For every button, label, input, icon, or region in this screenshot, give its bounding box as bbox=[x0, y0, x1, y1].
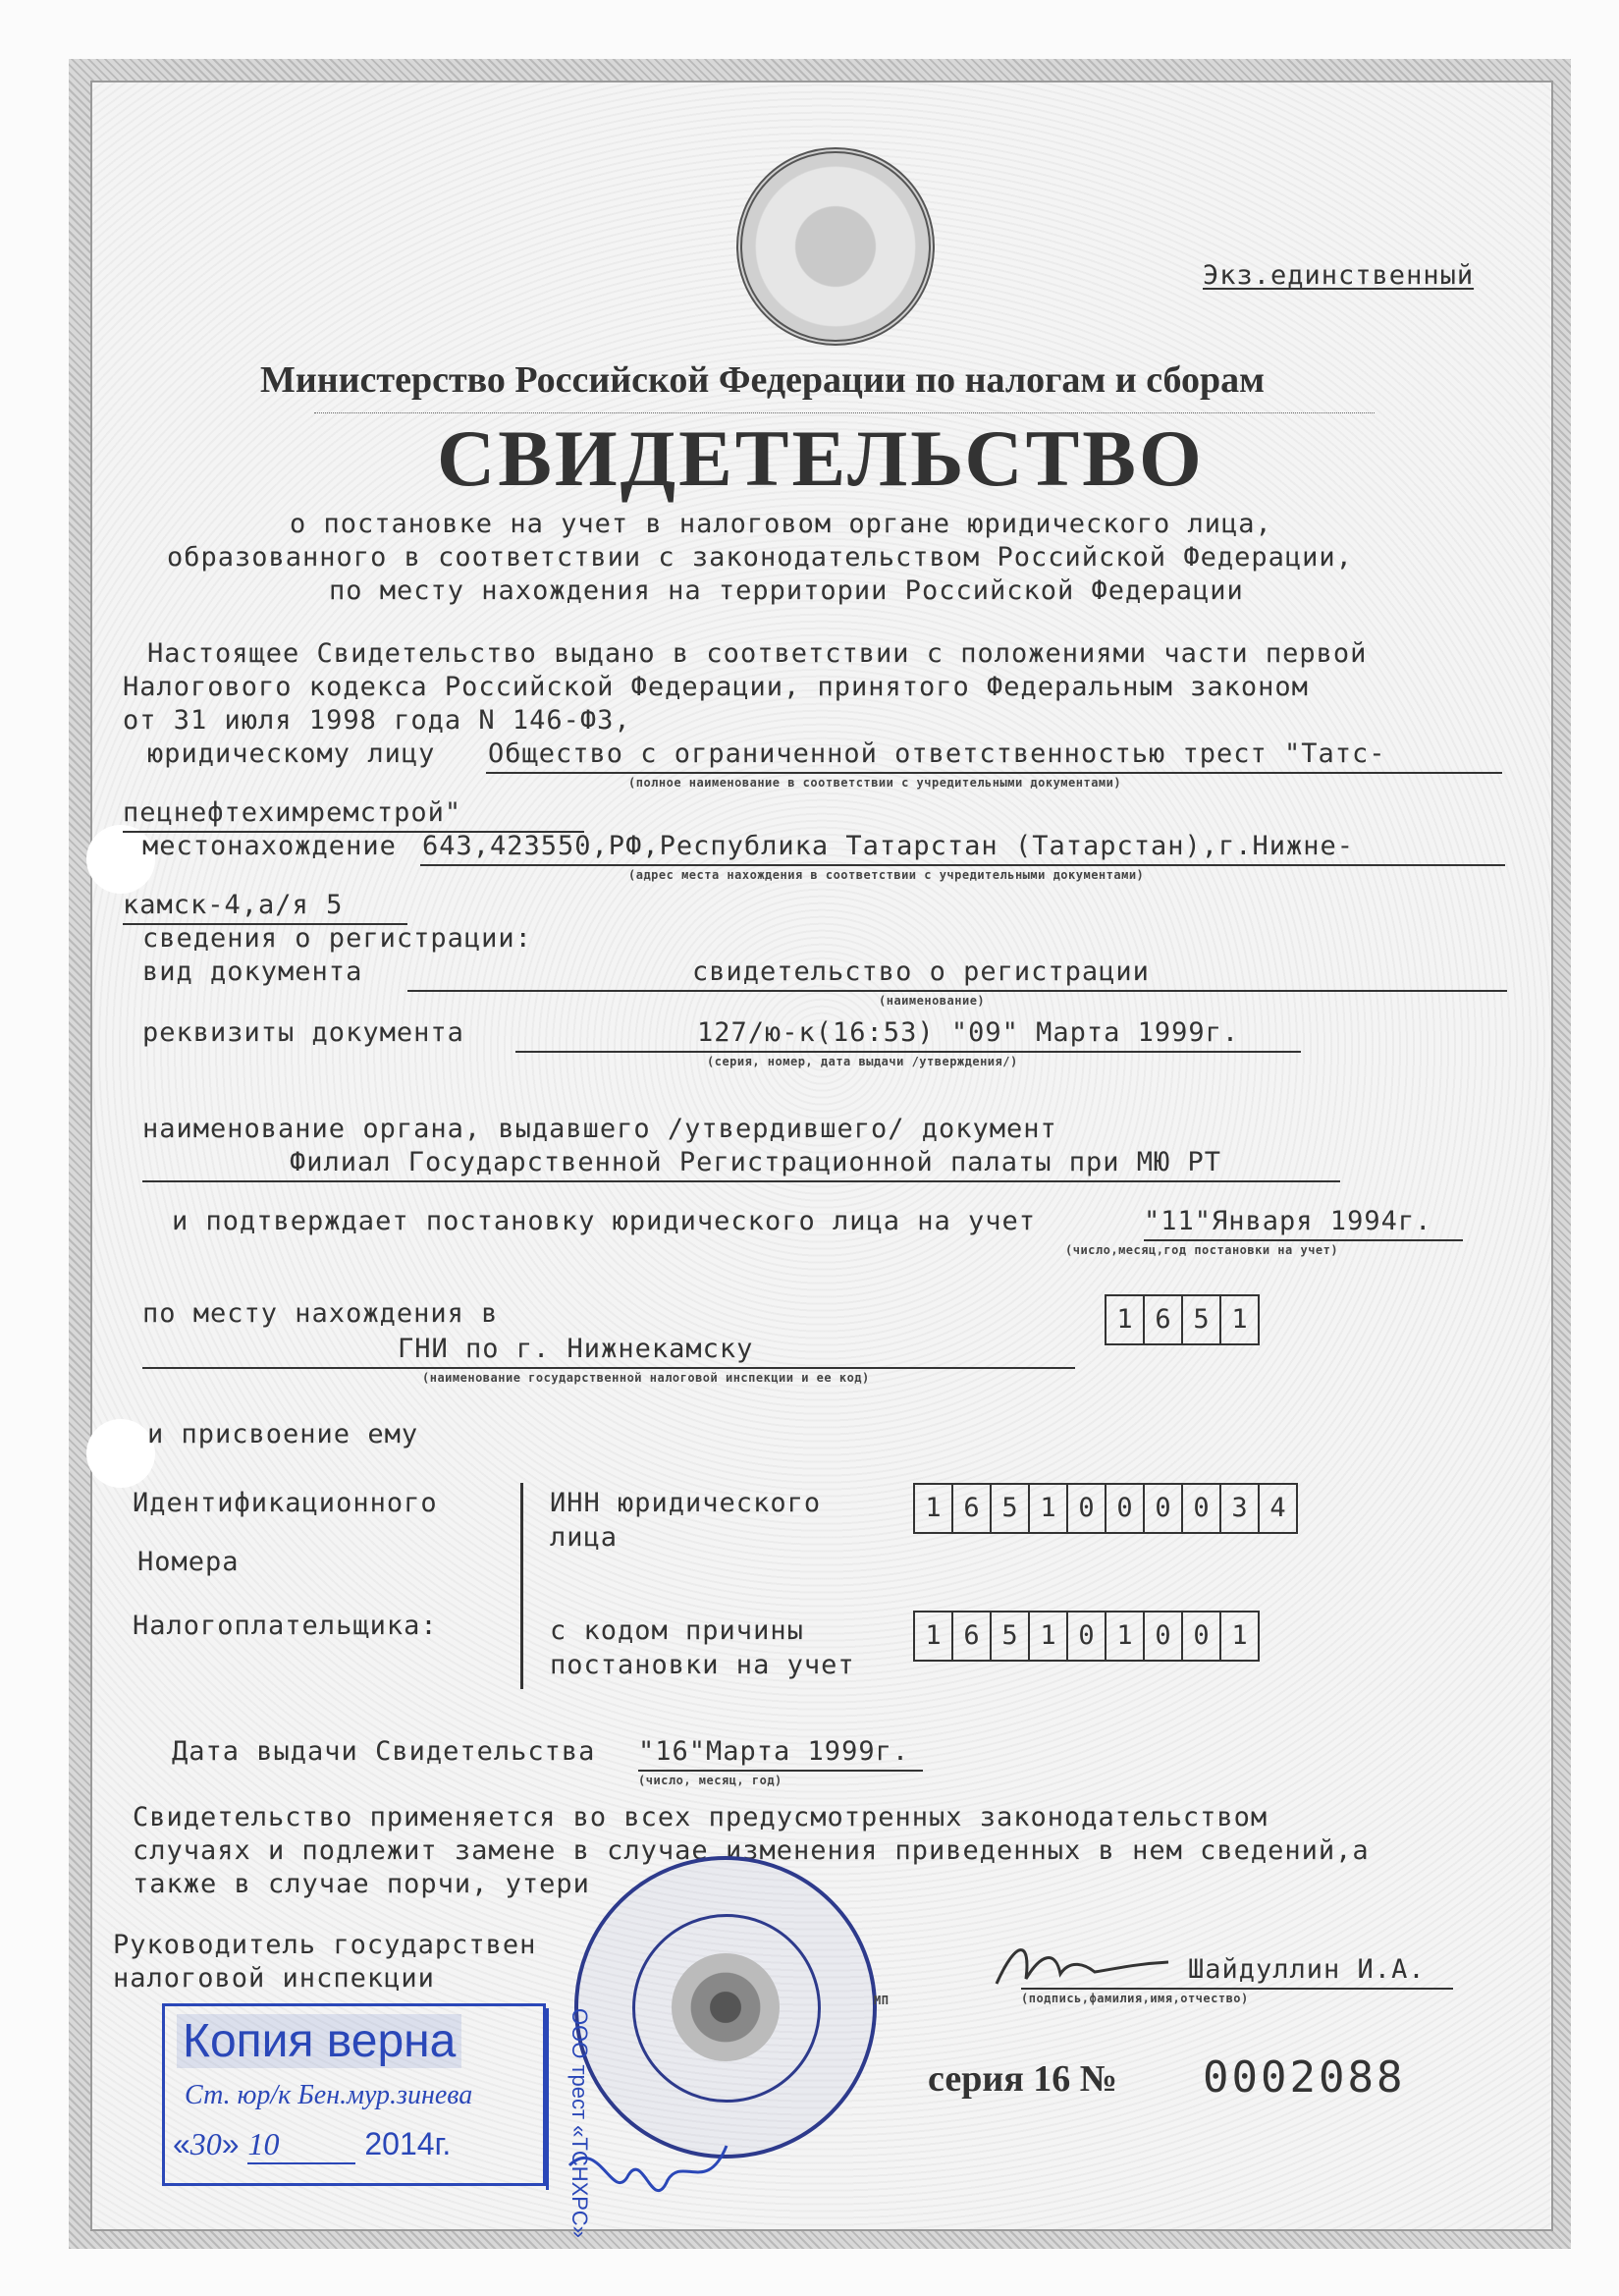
location-line-1: 643,423550,РФ,Республика Татарстан (Татарстан),г.Нижне- bbox=[422, 831, 1355, 861]
tax-office-underline bbox=[142, 1367, 1075, 1369]
stamp-date-mid: » bbox=[221, 2126, 240, 2161]
signature-underline bbox=[1021, 1988, 1453, 1990]
mp-mark: МП bbox=[874, 1994, 890, 2007]
copy-note: Экз.единственный bbox=[1203, 260, 1475, 291]
digit-box: 1 bbox=[1030, 1613, 1068, 1660]
inn-digit-boxes bbox=[913, 1483, 1298, 1534]
entity-name-line-1: Общество с ограниченной ответственностью трест "Татс- bbox=[488, 738, 1386, 769]
state-emblem-seal bbox=[736, 147, 935, 346]
stamp-year: 2014 bbox=[364, 2126, 435, 2161]
doc-type-caption: (наименование) bbox=[879, 994, 986, 1008]
issue-date-underline bbox=[638, 1770, 923, 1772]
location-label: местонахождение bbox=[142, 831, 397, 861]
usage-line-1: Свидетельство применяется во всех предусмотренных законодательством bbox=[133, 1802, 1268, 1832]
stamp-day: 30 bbox=[189, 2126, 222, 2161]
doc-type-value: свидетельство о регистрации bbox=[692, 957, 1150, 987]
issuer-value: Филиал Государственной Регистрационной палаты при МЮ РТ bbox=[290, 1147, 1222, 1177]
usage-line-3: также в случае порчи, утери bbox=[133, 1869, 590, 1899]
doc-details-caption: (серия, номер, дата выдачи /утверждения/) bbox=[707, 1055, 1018, 1068]
head-label-line-1: Руководитель государствен bbox=[113, 1930, 537, 1960]
ministry-title: Министерство Российской Федерации по налогам и сборам bbox=[260, 359, 1266, 401]
digit-box: 1 bbox=[1106, 1613, 1145, 1660]
stamp-date bbox=[173, 2126, 451, 2164]
inn-label-line-1: ИНН юридического bbox=[550, 1488, 822, 1518]
entity-name-line-2: пецнефтехимремстрой" bbox=[123, 797, 462, 828]
stamp-year-suffix: г. bbox=[434, 2126, 452, 2161]
digit-box: 0 bbox=[1068, 1613, 1106, 1660]
confirm-date: "11"Января 1994г. bbox=[1144, 1206, 1432, 1236]
kpp-label-line-2: постановки на учет bbox=[550, 1650, 855, 1680]
digit-box: 1 bbox=[915, 1613, 953, 1660]
doc-type-label: вид документа bbox=[142, 957, 363, 987]
left-col-line-3: Налогоплательщика: bbox=[133, 1611, 438, 1641]
confirm-caption: (число,месяц,год постановки на учет) bbox=[1065, 1243, 1339, 1257]
subtitle-line-3: по месту нахождения на территории Российской Федерации bbox=[329, 575, 1244, 606]
copy-certified-stamp bbox=[162, 2003, 546, 2186]
entity-caption: (полное наименование в соответствии с учредительными документами) bbox=[628, 776, 1122, 790]
usage-line-2: случаях и подлежит замене в случае изменения приведенных в нем сведений,а bbox=[133, 1835, 1370, 1866]
left-col-line-1: Идентификационного bbox=[133, 1488, 438, 1518]
field-divider bbox=[520, 1483, 523, 1689]
digit-box: 1 bbox=[1231, 1304, 1248, 1335]
doc-details-value: 127/ю-к(16:53) "09" Марта 1999г. bbox=[697, 1017, 1240, 1048]
stamp-org-vertical: ООО трест «ТСНХРС» bbox=[546, 2008, 592, 2190]
stamp-handwritten-line: Ст. юр/к Бен.мур.зинева bbox=[185, 2080, 473, 2110]
location-caption: (адрес места нахождения в соответствии с учредительными документами) bbox=[628, 868, 1145, 882]
digit-box: 5 bbox=[992, 1485, 1030, 1532]
doc-details-underline bbox=[515, 1051, 1301, 1053]
digit-box: 1 bbox=[915, 1485, 953, 1532]
digit-box: 0 bbox=[1183, 1613, 1221, 1660]
digit-box: 0 bbox=[1183, 1485, 1221, 1532]
stamp-title: Копия верна bbox=[177, 2014, 461, 2068]
left-col-line-2: Номера bbox=[137, 1547, 240, 1577]
assign-text: и присвоение ему bbox=[147, 1419, 419, 1449]
digit-box: 6 bbox=[953, 1613, 992, 1660]
doc-type-underline bbox=[407, 990, 1507, 992]
location-underline bbox=[420, 864, 1505, 866]
doc-details-label: реквизиты документа bbox=[142, 1017, 464, 1048]
digit-box: 5 bbox=[1183, 1296, 1221, 1343]
inn-label-line-2: лица bbox=[550, 1522, 619, 1553]
intro-line-3: от 31 июля 1998 года N 146-ФЗ, bbox=[123, 705, 631, 736]
confirm-text: и подтверждает постановку юридического лица на учет bbox=[172, 1206, 1037, 1236]
head-name: Шайдуллин И.А. bbox=[1188, 1954, 1426, 1985]
kpp-digit-boxes bbox=[913, 1611, 1260, 1662]
digit-box: 5 bbox=[992, 1613, 1030, 1660]
stamp-month: 10 bbox=[247, 2126, 355, 2164]
entity-underline bbox=[486, 772, 1502, 774]
digit-box: 1 bbox=[1030, 1485, 1068, 1532]
place-label: по месту нахождения в bbox=[142, 1298, 499, 1329]
tax-office-name: ГНИ по г. Нижнекамску bbox=[398, 1334, 754, 1364]
registration-label: сведения о регистрации: bbox=[142, 923, 532, 954]
signature-caption: (подпись,фамилия,имя,отчество) bbox=[1021, 1992, 1249, 2005]
issuer-label: наименование органа, выдавшего /утвердившего/ документ bbox=[142, 1114, 1057, 1144]
intro-line-1: Настоящее Свидетельство выдано в соответствии с положениями части первой bbox=[147, 638, 1368, 669]
digit-box: 0 bbox=[1145, 1613, 1183, 1660]
punch-hole-bottom bbox=[86, 1419, 155, 1488]
subtitle-line-1: о постановке на учет в налоговом органе юридического лица, bbox=[290, 509, 1272, 539]
tax-office-code-boxes bbox=[1105, 1294, 1260, 1345]
digit-box: 0 bbox=[1068, 1485, 1106, 1532]
entity-label: юридическому лицу bbox=[147, 738, 436, 769]
document-title: СВИДЕТЕЛЬСТВО bbox=[437, 413, 1205, 503]
digit-box: 6 bbox=[1145, 1296, 1183, 1343]
kpp-label-line-1: с кодом причины bbox=[550, 1615, 804, 1646]
digit-box: 0 bbox=[1145, 1485, 1183, 1532]
digit-box: 3 bbox=[1221, 1485, 1260, 1532]
stamp-signature bbox=[560, 2136, 736, 2224]
official-round-seal bbox=[574, 1856, 877, 2159]
tax-office-caption: (наименование государственной налоговой инспекции и ее код) bbox=[422, 1371, 870, 1385]
digit-box: 6 bbox=[953, 1485, 992, 1532]
stamp-date-prefix: « bbox=[173, 2126, 190, 2161]
head-label-line-2: налоговой инспекции bbox=[113, 1963, 435, 1994]
subtitle-line-2: образованного в соответствии с законодательством Российской Федерации, bbox=[167, 542, 1353, 573]
location-line-2: камск-4,а/я 5 bbox=[123, 890, 344, 920]
seal-emblem bbox=[672, 1953, 780, 2061]
digit-box: 1 bbox=[1231, 1620, 1248, 1651]
issue-date-value: "16"Марта 1999г. bbox=[638, 1736, 910, 1767]
confirm-date-underline bbox=[1144, 1239, 1463, 1241]
intro-line-2: Налогового кодекса Российской Федерации, принятого Федеральным законом bbox=[123, 672, 1309, 702]
issue-date-caption: (число, месяц, год) bbox=[638, 1774, 783, 1787]
series-number: 0002088 bbox=[1203, 2052, 1406, 2103]
series-label: серия 16 № bbox=[928, 2058, 1117, 2100]
issue-date-label: Дата выдачи Свидетельства bbox=[172, 1736, 596, 1767]
digit-box: 0 bbox=[1106, 1485, 1145, 1532]
issuer-underline bbox=[142, 1180, 1340, 1182]
digit-box: 4 bbox=[1269, 1493, 1286, 1523]
digit-box: 1 bbox=[1106, 1296, 1145, 1343]
